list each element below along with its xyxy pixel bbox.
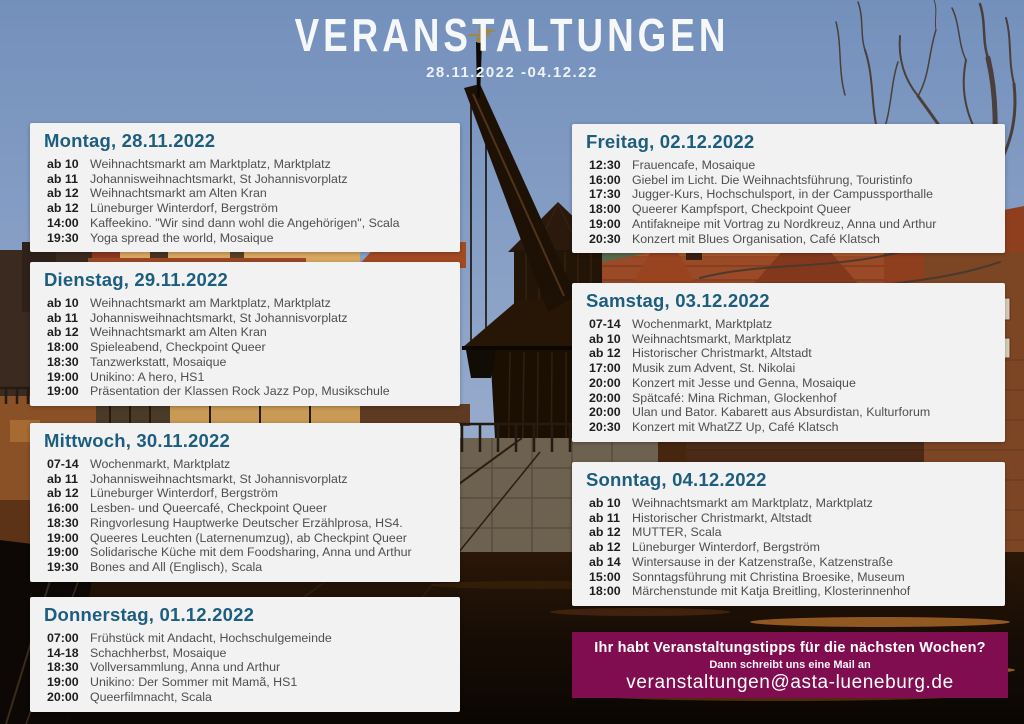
event-row <box>586 187 991 202</box>
event-description: Antifakneipe mit Vortrag zu Nordkreuz, Anna und Arthur <box>632 216 937 231</box>
event-time: 17:30 <box>589 187 621 202</box>
event-description: Queerfilmnacht, Scala <box>90 689 212 704</box>
event-time: ab 11 <box>47 171 79 186</box>
event-list <box>44 157 446 245</box>
event-time: ab 10 <box>589 331 621 346</box>
event-time: ab 11 <box>47 471 79 486</box>
event-card-mittwoch <box>30 423 460 582</box>
event-time: ab 10 <box>47 157 79 171</box>
event-time: ab 10 <box>47 296 79 310</box>
event-row <box>44 231 446 246</box>
event-row <box>44 646 446 661</box>
event-row <box>44 157 446 172</box>
event-row <box>44 690 446 705</box>
event-description: Lüneburger Winterdorf, Bergström <box>90 201 279 216</box>
event-row <box>586 376 991 391</box>
event-description: Yoga spread the world, Mosaique <box>90 230 274 245</box>
event-row <box>44 216 446 231</box>
event-time: ab 11 <box>47 310 79 325</box>
event-description: Wintersause in der Katzenstraße, Katzenstraße <box>632 554 894 569</box>
event-card-freitag <box>572 124 1005 253</box>
event-time: 16:00 <box>589 172 621 187</box>
event-description: Giebel im Licht. Die Weihnachtsführung, Touristinfo <box>632 172 913 187</box>
card-title: Donnerstag, 01.12.2022 <box>44 604 255 625</box>
event-time: 20:00 <box>589 405 621 420</box>
event-time: 19:00 <box>589 216 621 231</box>
event-time: ab 12 <box>47 325 79 340</box>
event-description: Jugger-Kurs, Hochschulsport, in der Campussporthalle <box>632 187 933 202</box>
card-title: Freitag, 02.12.2022 <box>586 131 755 152</box>
event-time: 14:00 <box>47 215 79 230</box>
event-description: Weihnachtsmarkt, Marktplatz <box>632 331 792 346</box>
event-description: Weihnachtsmarkt am Alten Kran <box>90 186 267 201</box>
event-time: ab 10 <box>589 496 621 510</box>
event-description: Tanzwerkstatt, Mosaique <box>90 354 227 369</box>
event-time: 20:00 <box>47 689 79 704</box>
event-description: Kaffeekino. "Wir sind dann wohl die Angehörigen", Scala <box>90 215 400 230</box>
event-time: 07-14 <box>47 457 79 471</box>
event-time: 07-14 <box>589 317 621 331</box>
event-time: ab 12 <box>589 540 621 555</box>
event-row <box>44 370 446 385</box>
event-time: 20:00 <box>589 375 621 390</box>
event-time: 20:30 <box>589 231 621 246</box>
event-row <box>44 531 446 546</box>
event-description: Queerer Kampfsport, Checkpoint Queer <box>632 202 852 217</box>
event-list <box>586 158 991 246</box>
event-row <box>586 173 991 188</box>
event-time: 17:00 <box>589 361 621 376</box>
event-row <box>44 325 446 340</box>
event-card-donnerstag <box>30 597 460 712</box>
event-time: 19:30 <box>47 559 79 574</box>
event-description: Bones and All (Englisch), Scala <box>90 559 263 574</box>
event-description: Solidarische Küche mit dem Foodsharing, Anna und Arthur <box>90 545 412 560</box>
event-time: 18:00 <box>47 340 79 355</box>
event-row <box>586 584 991 599</box>
event-row <box>586 496 991 511</box>
contact-instruction: Dann schreibt uns eine Mail an <box>709 659 871 671</box>
event-row <box>586 217 991 232</box>
event-description: Historischer Christmarkt, Altstadt <box>632 346 812 361</box>
event-description: Unikino: Der Sommer mit Mamã, HS1 <box>90 675 298 690</box>
event-description: Queeres Leuchten (Laternenumzug), ab Checkpint Queer <box>90 530 407 545</box>
event-list <box>44 631 446 705</box>
contact-email: veranstaltungen@asta-lueneburg.de <box>626 672 954 693</box>
event-time: 15:00 <box>589 569 621 584</box>
event-description: Weihnachtsmarkt am Marktplatz, Marktplatz <box>90 157 331 171</box>
event-time: 14-18 <box>47 645 79 660</box>
event-row <box>586 540 991 555</box>
event-row <box>586 332 991 347</box>
event-description: Lüneburger Winterdorf, Bergström <box>632 540 821 555</box>
event-description: Frühstück mit Andacht, Hochschulgemeinde <box>90 631 332 645</box>
event-time: 18:30 <box>47 515 79 530</box>
event-description: Schachherbst, Mosaique <box>90 645 227 660</box>
event-row <box>44 675 446 690</box>
event-description: Musik zum Advent, St. Nikolai <box>632 361 796 376</box>
event-list <box>44 457 446 575</box>
event-time: ab 12 <box>47 486 79 501</box>
event-row <box>586 555 991 570</box>
event-row <box>44 660 446 675</box>
event-list <box>44 296 446 399</box>
event-card-sonntag <box>572 462 1005 606</box>
event-description: Weihnachtsmarkt am Alten Kran <box>90 325 267 340</box>
event-time: ab 12 <box>589 346 621 361</box>
event-row <box>586 511 991 526</box>
event-description: Unikino: A hero, HS1 <box>90 369 205 384</box>
card-title: Montag, 28.11.2022 <box>44 130 216 151</box>
event-description: Johannisweihnachtsmarkt, St Johannisvorplatz <box>90 171 348 186</box>
event-description: Frauencafe, Mosaique <box>632 158 756 172</box>
event-description: Konzert mit Blues Organisation, Café Klatsch <box>632 231 880 246</box>
event-description: Lesben- und Queercafé, Checkpoint Queer <box>90 501 327 516</box>
event-row <box>44 172 446 187</box>
poster-title: VERANSTALTUNGEN <box>294 9 730 61</box>
event-row <box>586 346 991 361</box>
contact-banner <box>572 632 1008 698</box>
event-time: ab 14 <box>589 554 621 569</box>
card-title: Samstag, 03.12.2022 <box>586 290 770 311</box>
event-time: 19:00 <box>47 369 79 384</box>
event-description: Ulan und Bator. Kabarett aus Absurdistan, Kulturforum <box>632 405 931 420</box>
poster-subtitle: 28.11.2022 -04.12.22 <box>426 64 598 81</box>
event-description: Vollversammlung, Anna und Arthur <box>90 660 281 675</box>
event-row <box>44 296 446 311</box>
event-row <box>586 420 991 435</box>
event-row <box>44 201 446 216</box>
event-row <box>586 232 991 247</box>
event-description: Weihnachtsmarkt am Marktplatz, Marktplatz <box>90 296 331 310</box>
event-time: ab 12 <box>47 186 79 201</box>
event-row <box>44 545 446 560</box>
event-time: 18:30 <box>47 354 79 369</box>
event-time: 19:00 <box>47 545 79 560</box>
event-description: Wochenmarkt, Marktplatz <box>632 317 773 331</box>
event-description: Präsentation der Klassen Rock Jazz Pop, Musikschule <box>90 384 390 399</box>
event-row <box>44 472 446 487</box>
event-time: 19:00 <box>47 384 79 399</box>
event-time: 18:30 <box>47 660 79 675</box>
event-card-samstag <box>572 283 1005 442</box>
event-time: 16:00 <box>47 501 79 516</box>
event-row <box>586 317 991 332</box>
event-description: Märchenstunde mit Katja Breitling, Klosterinnenhof <box>632 584 911 599</box>
event-description: Johannisweihnachtsmarkt, St Johannisvorplatz <box>90 310 348 325</box>
contact-question: Ihr habt Veranstaltungstipps für die nächsten Wochen? <box>594 640 986 656</box>
event-description: MUTTER, Scala <box>632 525 722 540</box>
event-time: 12:30 <box>589 158 621 172</box>
event-time: 18:00 <box>589 202 621 217</box>
event-row <box>44 631 446 646</box>
event-row <box>44 516 446 531</box>
event-description: Ringvorlesung Hauptwerke Deutscher Erzählprosa, HS4. <box>90 515 403 530</box>
event-row <box>586 158 991 173</box>
event-description: Historischer Christmarkt, Altstadt <box>632 510 812 525</box>
event-list <box>586 317 991 435</box>
event-time: 19:00 <box>47 530 79 545</box>
event-card-montag <box>30 123 460 252</box>
event-description: Konzert mit Jesse und Genna, Mosaique <box>632 375 856 390</box>
event-description: Spieleabend, Checkpoint Queer <box>90 340 266 355</box>
event-row <box>586 361 991 376</box>
event-row <box>44 186 446 201</box>
event-row <box>44 486 446 501</box>
event-row <box>586 391 991 406</box>
event-row <box>44 340 446 355</box>
event-time: 20:00 <box>589 390 621 405</box>
event-row <box>586 570 991 585</box>
event-list <box>586 496 991 599</box>
event-time: 18:00 <box>589 584 621 599</box>
event-time: ab 12 <box>589 525 621 540</box>
event-description: Konzert mit WhatZZ Up, Café Klatsch <box>632 419 839 434</box>
event-row <box>44 457 446 472</box>
event-description: Weihnachtsmarkt am Marktplatz, Marktplatz <box>632 496 873 510</box>
event-row <box>44 560 446 575</box>
event-time: 19:00 <box>47 675 79 690</box>
event-row <box>44 384 446 399</box>
event-time: 07:00 <box>47 631 79 645</box>
card-title: Mittwoch, 30.11.2022 <box>44 430 231 451</box>
event-description: Spätcafé: Mina Richman, Glockenhof <box>632 390 837 405</box>
card-title: Sonntag, 04.12.2022 <box>586 469 767 490</box>
event-row <box>44 501 446 516</box>
event-row <box>586 405 991 420</box>
event-description: Johannisweihnachtsmarkt, St Johannisvorplatz <box>90 471 348 486</box>
event-description: Wochenmarkt, Marktplatz <box>90 457 231 471</box>
event-row <box>586 525 991 540</box>
event-description: Sonntagsführung mit Christina Broesike, Museum <box>632 569 905 584</box>
event-card-dienstag <box>30 262 460 406</box>
card-title: Dienstag, 29.11.2022 <box>44 269 228 290</box>
event-row <box>44 355 446 370</box>
event-time: ab 12 <box>47 201 79 216</box>
event-time: 19:30 <box>47 230 79 245</box>
event-time: 20:30 <box>589 419 621 434</box>
event-description: Lüneburger Winterdorf, Bergström <box>90 486 279 501</box>
event-row <box>44 311 446 326</box>
event-time: ab 11 <box>589 510 621 525</box>
event-row <box>586 202 991 217</box>
